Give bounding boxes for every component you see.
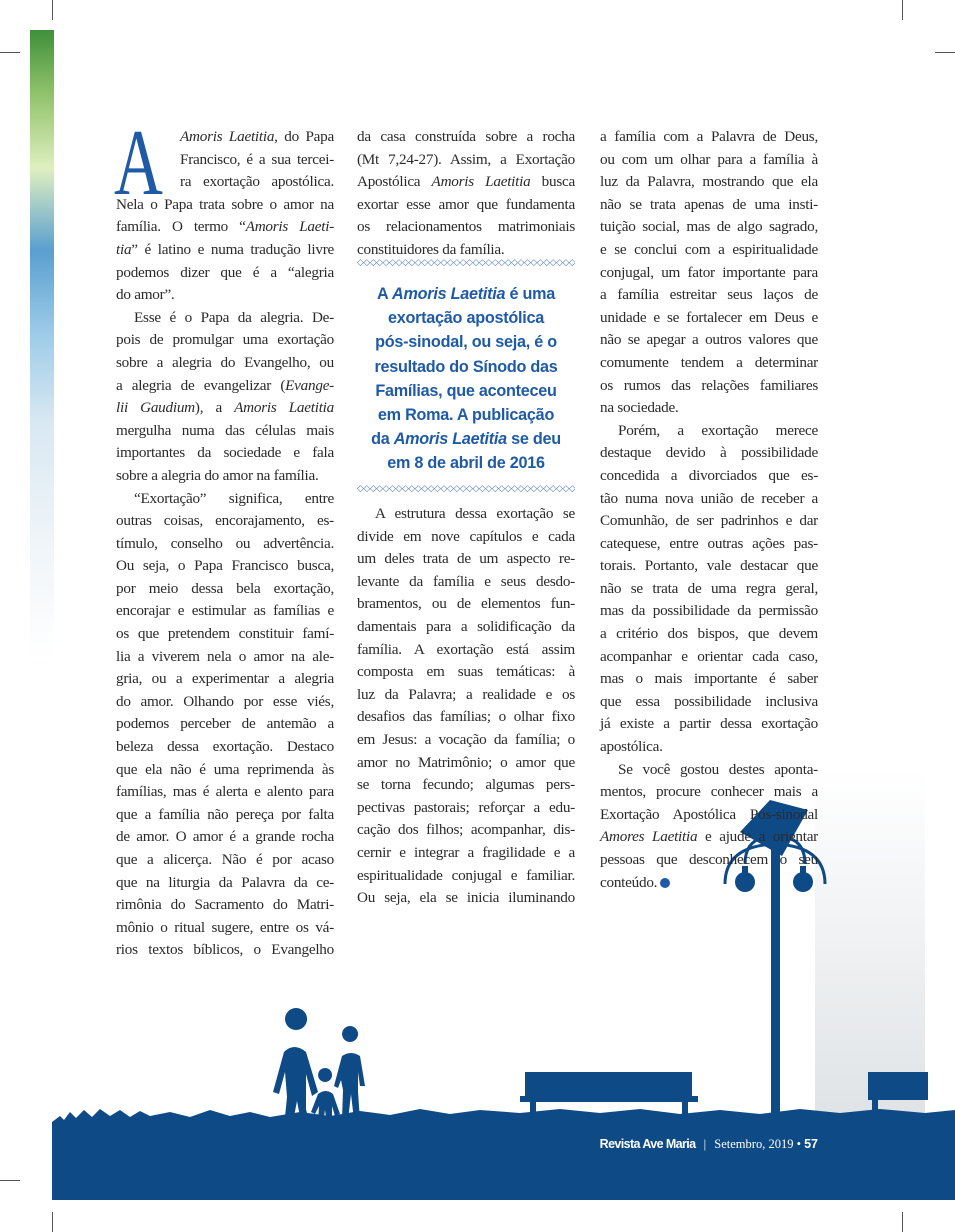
text-line: beleza dessa exortação. Destaco [116, 738, 334, 756]
pull-quote-line: pós-sinodal, ou seja, é o [375, 333, 557, 352]
text-line: levante da família e seus desdo- [357, 572, 575, 590]
paragraph [116, 307, 334, 488]
text-line: Exortação Apostólica Pós-sinodal [600, 805, 818, 823]
italic-text: tia [116, 240, 132, 258]
italic-text: Amoris Laeti- [245, 218, 334, 236]
text-line: não se trata apenas de uma insti- [600, 195, 818, 213]
text-line: torais. Portanto, vale destacar que [600, 557, 818, 575]
page-footer [600, 1137, 818, 1152]
ground-grass [52, 1109, 955, 1200]
pull-quote-line: resultado do Sínodo das [374, 357, 558, 376]
footer-separator: | [703, 1137, 707, 1151]
text-line: Amoris Laetitia, do Papa [180, 128, 334, 145]
text-line: Francisco, é a sua tercei- [180, 150, 334, 168]
article-column-3 [600, 126, 818, 894]
drop-cap: A [114, 111, 163, 215]
text-line: divide em nove capítulos e cada [357, 527, 575, 545]
text-line: acompanhar e orientar cada caso, [600, 647, 818, 665]
italic-text: Amoris Laetitia [392, 285, 506, 303]
text-line: que ela não é uma reprimenda às [116, 760, 334, 778]
text-line: rios textos bíblicos, o Evangelho [116, 941, 334, 959]
text-line: e se conclui com a espiritualidade [600, 240, 818, 258]
text-line: luz da Palavra, mostrando que ela [600, 173, 818, 191]
crop-mark [902, 0, 903, 20]
pull-quote [357, 282, 575, 476]
text-line: em Jesus: a vocação da família; o [357, 730, 575, 748]
text-line: mergulha numa das células mais [116, 421, 334, 439]
paragraph [600, 420, 818, 759]
photo-strip [30, 30, 54, 660]
text-line: Comunhão, de ser padrinhos e dar [600, 512, 818, 530]
text-line: a critério dos bispos, que devem [600, 625, 818, 643]
italic-text: Amoris Laetitia [234, 399, 334, 417]
text-line: conteúdo. [600, 872, 818, 895]
text-line: apostólica. [600, 738, 663, 756]
pull-quote-line: em Roma. A publicação [377, 406, 555, 425]
page-number: 57 [804, 1137, 818, 1151]
text-line: ou com um olhar para a família à [600, 150, 818, 168]
ornament-divider-bottom: ◇◇◇◇◇◇◇◇◇◇◇◇◇◇◇◇◇◇◇◇◇◇◇◇◇◇◇◇◇◇◇◇◇◇ [357, 483, 575, 493]
text-line: tímulo, conselho ou advertência. [116, 534, 334, 552]
child-silhouette [334, 1026, 365, 1120]
text-line: os que pretendem constituir famí- [116, 625, 334, 643]
text-line: família. O termo “Amoris Laeti- [116, 218, 334, 236]
text-line: bramentos, ou de elementos fun- [357, 595, 575, 613]
pull-quote-line: em 8 de abril de 2016 [387, 454, 545, 473]
text-line: gria, ou a experimentar a alegria [116, 670, 334, 688]
text-line: espiritualidade conjugal e familiar. [357, 866, 575, 884]
paragraph [357, 126, 575, 262]
text-line: pois de promulgar uma exortação [116, 331, 334, 349]
text-line: os rumos das relações familiares [600, 376, 818, 394]
text-line: sobre a alegria do Evangelho, ou [116, 353, 334, 371]
text-line: Nela o Papa trata sobre o amor na [116, 195, 334, 213]
text-line: um deles trata de um aspecto re- [357, 550, 575, 568]
text-line: mas o mais importante é saber [600, 670, 818, 688]
text-line: encorajar e estimular as famílias e [116, 602, 334, 620]
text-line: amor no Matrimônio; o amor que [357, 753, 575, 771]
text-line: Amores Laetitia e ajude a orientar [600, 828, 818, 846]
text-line: mentos, procure conhecer mais a [600, 783, 818, 801]
text-line: podemos perceber de antemão a [116, 715, 334, 733]
text-line: que na liturgia da Palavra da ce- [116, 873, 334, 891]
text-line: outras coisas, encorajamento, es- [116, 512, 334, 530]
text-line: tia” é latino e numa tradução livre [116, 240, 334, 258]
text-line: Porém, a exortação merece [618, 421, 818, 439]
text-line: destaque devido à possibilidade [600, 444, 818, 462]
text-line: Se você gostou destes aponta- [618, 760, 818, 778]
text-line: a família estreitar seus laços de [600, 286, 818, 304]
text-line: de amor. O amor é a grande rocha [116, 828, 334, 846]
text-line: tão numa nova união de receber a [600, 489, 818, 507]
text-line: que a alicerça. Não é por acaso [116, 851, 334, 868]
text-line: Esse é o Papa da alegria. De- [134, 308, 334, 326]
text-line: sobre a alegria do amor na família. [116, 466, 319, 484]
article-column-1 [116, 126, 334, 962]
italic-text: Amores Laetitia [600, 828, 698, 846]
paragraph [600, 759, 818, 895]
text-line: unidade e se fortalecer em Deus e [600, 308, 818, 326]
paragraph [357, 503, 575, 910]
text-line: mônio o ritual sugere, entre os vá- [116, 918, 334, 936]
text-line: desafios das famílias; o olhar fixo [357, 708, 575, 726]
sky-backdrop [815, 770, 925, 1120]
text-line: da casa construída sobre a rocha [357, 128, 575, 145]
text-line: do amor”. [116, 286, 175, 304]
end-mark-icon [660, 878, 670, 888]
text-line: importantes da sociedade e fala [116, 444, 334, 462]
text-line: se torna fecundo; algumas pers- [357, 776, 575, 794]
text-line: composta em suas temáticas: à [357, 663, 575, 681]
crop-mark [935, 52, 955, 53]
pull-quote-line: Famílias, que aconteceu [375, 381, 557, 400]
text-line: a família com a Palavra de Deus, [600, 128, 818, 145]
text-line: lia a viverem nela o amor na ale- [116, 647, 334, 665]
text-line: “Exortação” significa, entre [134, 489, 334, 507]
italic-text: lii Gaudium [116, 399, 195, 417]
text-line: mas da possibilidade da permissão [600, 602, 818, 620]
text-line: (Mt 7,24-27). Assim, a Exortação [357, 150, 575, 168]
text-line: Ou seja, o Papa Francisco busca, [116, 557, 334, 575]
text-line: família. A exortação está assim [357, 640, 575, 658]
text-line: famílias, mas é alerta e alento para [116, 783, 334, 801]
text-line: catequese, entre outras ações pas- [600, 534, 818, 552]
italic-text: Amoris Laetitia [393, 430, 507, 449]
text-line: os relacionamentos matrimoniais [357, 218, 575, 236]
text-line: pessoas que desconhecem o seu [600, 851, 818, 868]
text-line: lii Gaudium), a Amoris Laetitia [116, 399, 334, 417]
text-line: pectivas pastorais; reforçar a edu- [357, 798, 575, 816]
pull-quote-line: A Amoris Laetitia é uma [376, 285, 556, 303]
italic-text: Evange- [285, 376, 334, 394]
text-line: exortar esse amor que fundamenta [357, 195, 575, 213]
text-line: já existe a partir dessa exortação [600, 715, 818, 733]
pull-quote-line: da Amoris Laetitia se deu [371, 430, 561, 449]
text-line: Apostólica Amoris Laetitia busca [357, 173, 575, 191]
text-line: na sociedade. [600, 399, 679, 417]
footer-bullet: • [796, 1137, 801, 1151]
text-line: não se trata de uma regra geral, [600, 579, 818, 597]
magazine-name: Revista Ave Maria [599, 1137, 696, 1151]
text-line: a alegria de evangelizar (Evange- [116, 376, 334, 394]
text-line: comumente tendem a determinar [600, 353, 818, 371]
crop-mark [0, 52, 20, 53]
pull-quote-line: exortação apostólica [387, 309, 545, 328]
article-column-2-bottom [357, 503, 575, 910]
text-line: concedida a divorciados que es- [600, 466, 818, 484]
ornament-divider-top: ◇◇◇◇◇◇◇◇◇◇◇◇◇◇◇◇◇◇◇◇◇◇◇◇◇◇◇◇◇◇◇◇◇◇ [357, 257, 575, 267]
text-line: Ou seja, ela se inicia iluminando [357, 889, 575, 907]
paragraph [600, 126, 818, 420]
text-line: cação dos filhos; acompanhar, dis- [357, 821, 575, 839]
text-line: do amor. Olhando por esse viés, [116, 692, 334, 710]
text-line: A estrutura dessa exortação se [375, 505, 575, 522]
text-line: tuição social, mas de algo sagrado, [600, 218, 818, 236]
text-line: que a família não pereça por falta [116, 805, 334, 823]
text-line: podemos dizer que é a “alegria [116, 263, 334, 281]
crop-mark [52, 0, 53, 20]
text-line: constituidores da família. [357, 240, 505, 258]
paragraph [116, 488, 334, 962]
text-line: por meio dessa bela exortação, [116, 579, 334, 597]
text-line: luz da Palavra; a realidade e os [357, 685, 575, 703]
text-line: não se apegar a outros valores que [600, 331, 818, 349]
text-line: que essa possibilidade inclusiva [600, 692, 818, 710]
text-line: conjugal, um fator importante para [600, 263, 818, 281]
issue-date: Setembro, 2019 [714, 1137, 794, 1151]
text-line: cernir e integrar a fragilidade e a [357, 843, 575, 861]
paragraph [116, 126, 334, 307]
text-line: ra exortação apostólica. [180, 173, 334, 191]
article-column-2-top [357, 126, 575, 262]
text-line: rimônia do Sacramento do Matri- [116, 896, 334, 914]
adult-silhouette [273, 1008, 318, 1127]
italic-text: Amoris Laetitia [180, 128, 275, 145]
text-line: damentais para a solidificação da [357, 617, 575, 635]
italic-text: Amoris Laetitia [431, 173, 531, 191]
